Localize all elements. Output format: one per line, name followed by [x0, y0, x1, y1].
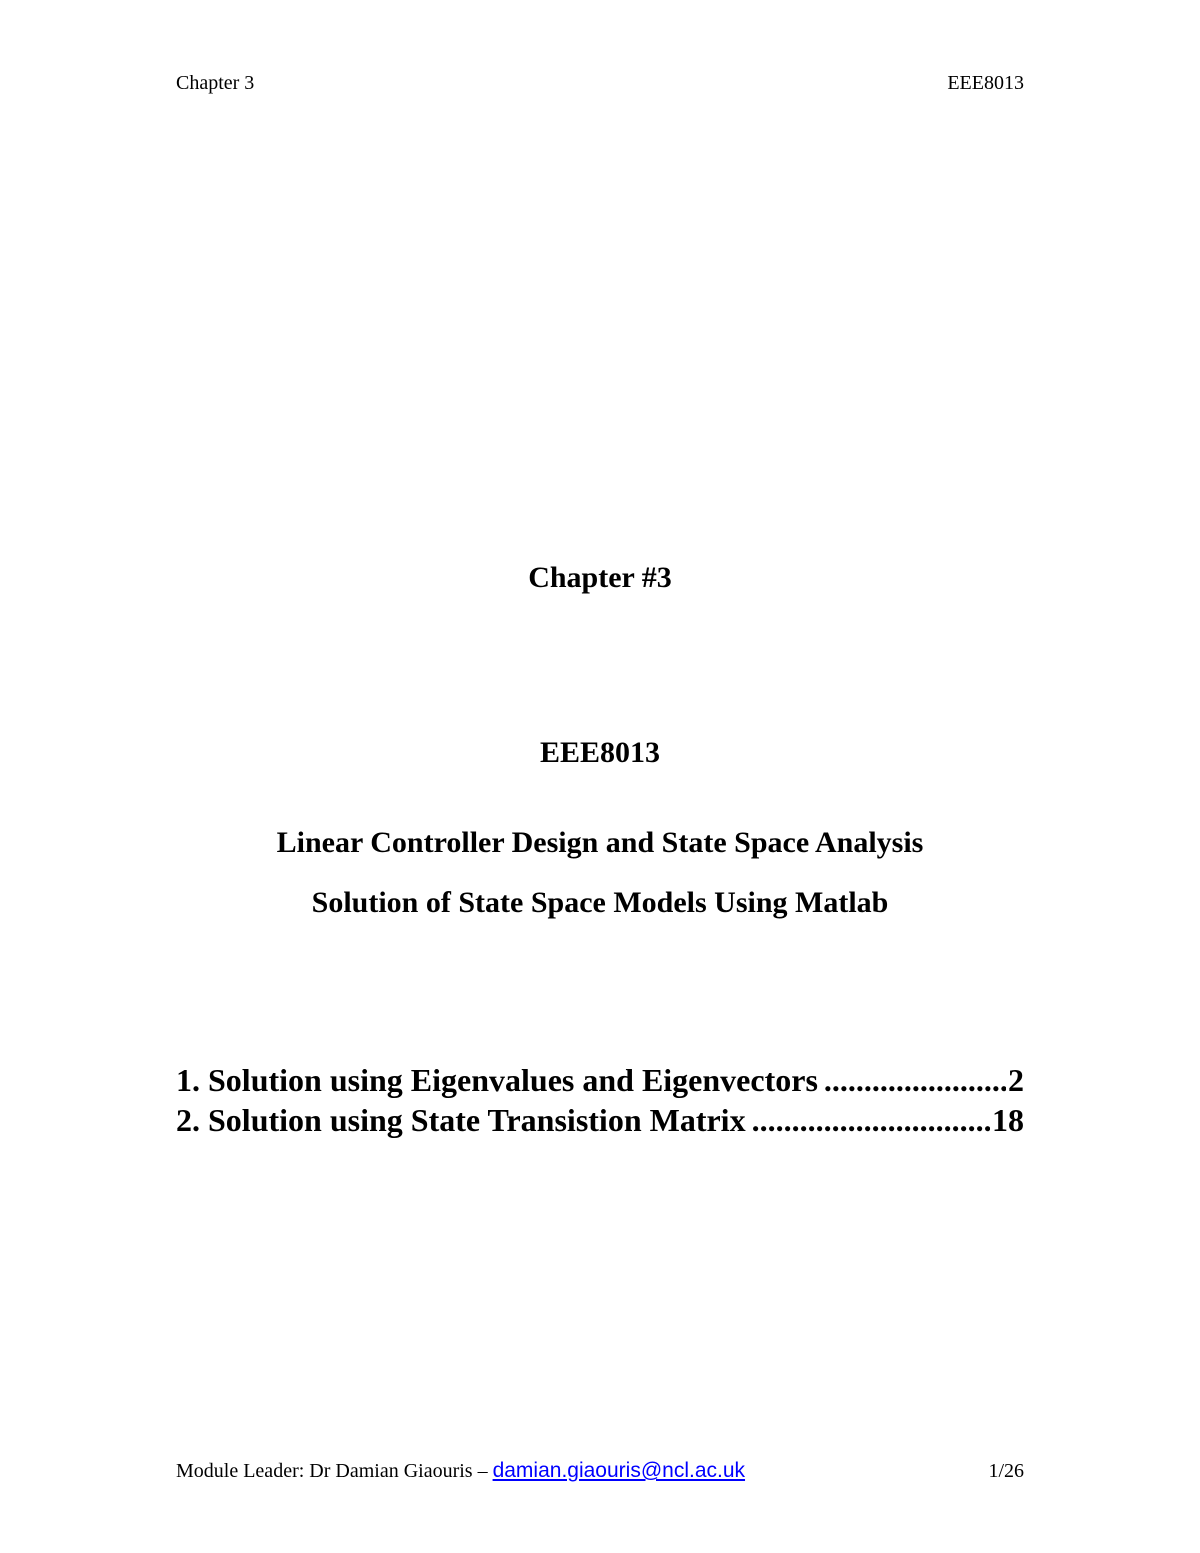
toc-entry[interactable] — [176, 1060, 1024, 1100]
footer-leader-text: Module Leader: Dr Damian Giaouris – — [176, 1460, 493, 1482]
module-code-title: EEE8013 — [539, 736, 661, 769]
toc-entry-label: 2. Solution using State Transistion Matrix — [176, 1102, 746, 1138]
chapter-title: Chapter #3 — [528, 561, 672, 594]
header-module-code: EEE8013 — [947, 72, 1024, 94]
toc-leader-dots — [824, 1060, 1006, 1100]
table-of-contents — [176, 1060, 1024, 1140]
page-footer — [176, 1458, 1024, 1484]
course-title: Linear Controller Design and State Space Analysis — [276, 826, 924, 859]
email-link[interactable]: damian.giaouris@ncl.ac.uk — [492, 1459, 746, 1482]
header-chapter: Chapter 3 — [176, 72, 255, 94]
toc-entry-page: 18 — [992, 1102, 1024, 1138]
toc-entry-label: 1. Solution using Eigenvalues and Eigenvectors — [176, 1062, 818, 1098]
footer-module-leader — [176, 1458, 745, 1484]
toc-entry[interactable] — [176, 1100, 1024, 1140]
page-header — [176, 70, 1024, 96]
toc-entry-page: 2 — [1008, 1062, 1024, 1098]
toc-leader-dots — [752, 1100, 990, 1140]
footer-page-number: 1/26 — [988, 1460, 1024, 1482]
chapter-subtitle: Solution of State Space Models Using Matlab — [311, 886, 889, 919]
